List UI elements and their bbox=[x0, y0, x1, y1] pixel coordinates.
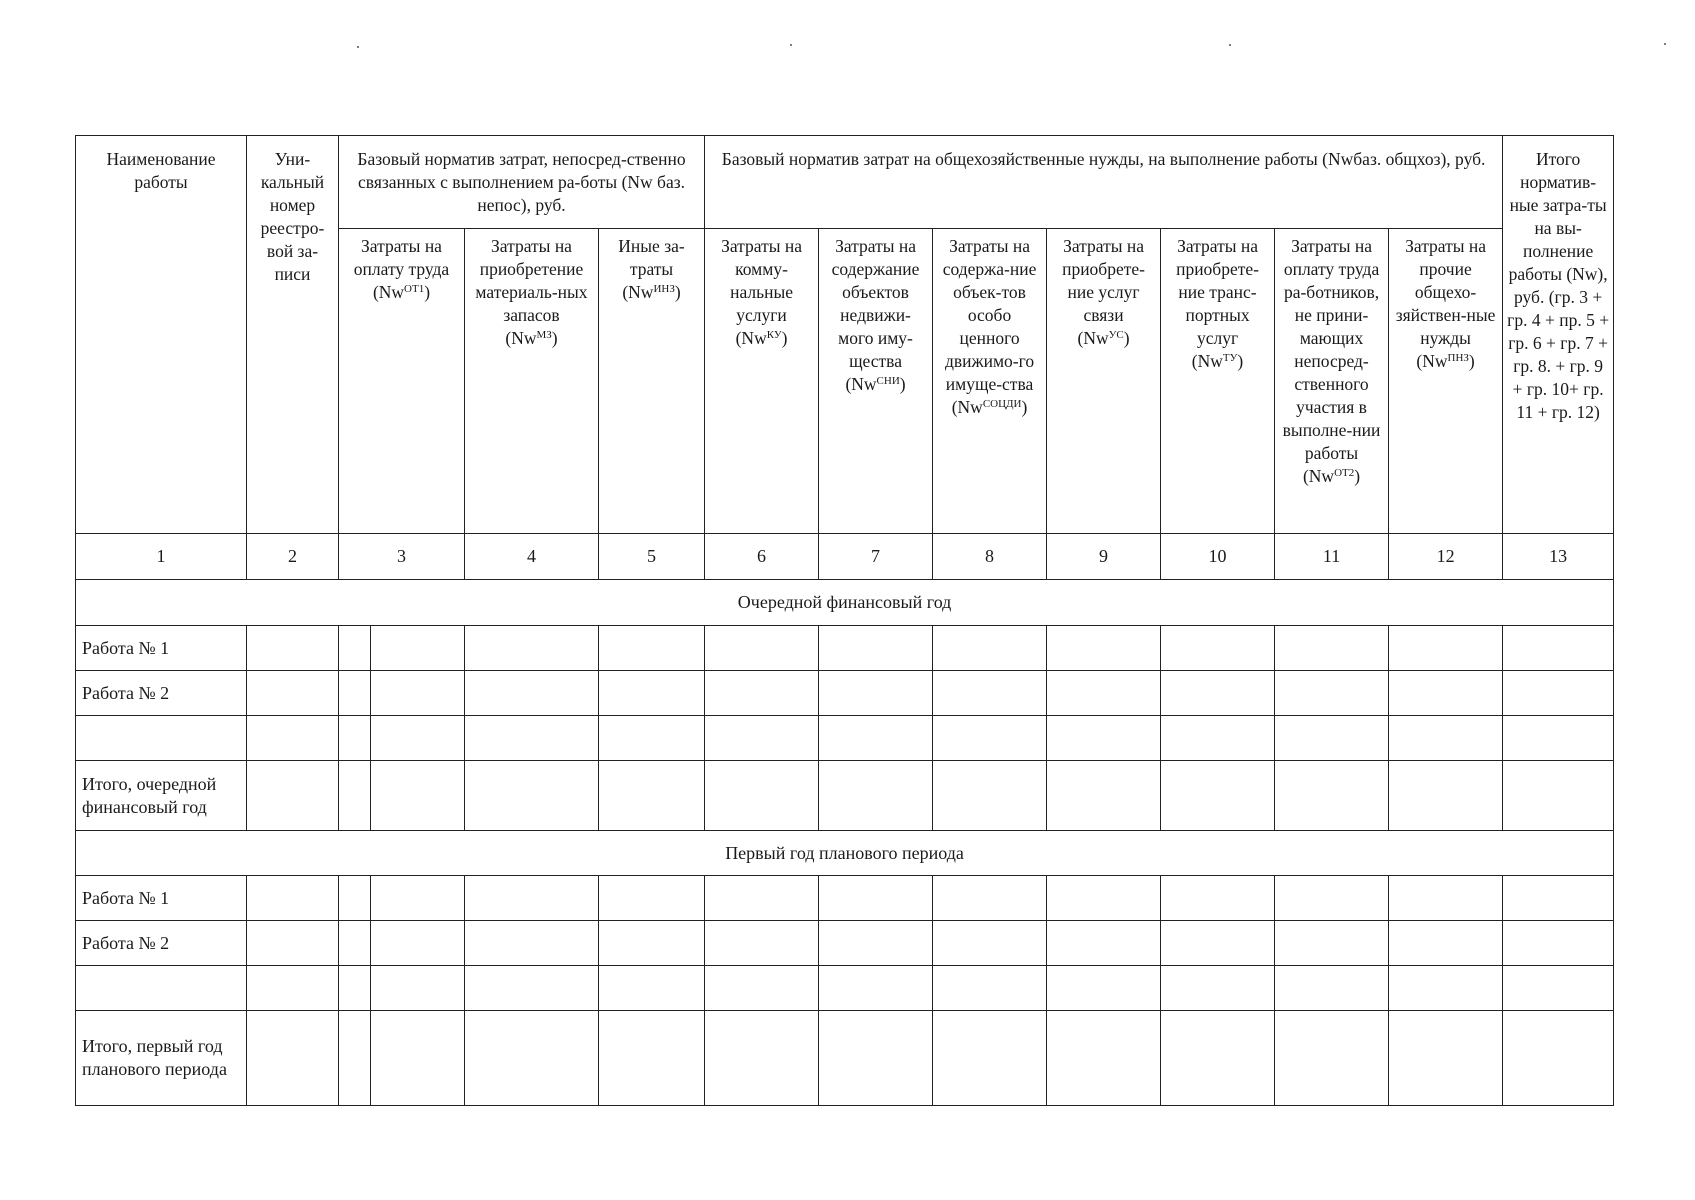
header-work-name bbox=[76, 136, 247, 534]
header-col-11-symbol: (Nw bbox=[1302, 466, 1335, 486]
header-col-6-sup: КУ bbox=[766, 329, 782, 341]
row-label: Работа № 2 bbox=[76, 921, 247, 966]
data-cell[interactable] bbox=[1047, 761, 1161, 831]
row-label: Итого, очередной финансовый год bbox=[76, 761, 247, 831]
data-cell[interactable] bbox=[339, 1011, 371, 1106]
data-cell[interactable] bbox=[465, 1011, 599, 1106]
data-cell[interactable] bbox=[465, 761, 599, 831]
data-cell[interactable] bbox=[1275, 1011, 1389, 1106]
table-row bbox=[76, 876, 1614, 921]
header-col-6 bbox=[705, 229, 819, 534]
column-number: 3 bbox=[339, 534, 465, 580]
header-col-7-label: Затраты на содержание объектов недвижи-мого иму-щества bbox=[831, 236, 920, 371]
header-col-4-close: ) bbox=[551, 328, 558, 348]
data-cell[interactable] bbox=[1047, 966, 1161, 1011]
data-cell[interactable] bbox=[1161, 966, 1275, 1011]
data-cell[interactable] bbox=[1161, 671, 1275, 716]
header-col-3-label: Затраты на оплату труда bbox=[353, 236, 450, 279]
header-general-costs-label: Базовый норматив затрат на общехозяйственные нужды, на выполнение работы (Nwбаз. общхоз), руб. bbox=[721, 149, 1486, 169]
data-cell[interactable] bbox=[465, 626, 599, 671]
data-cell[interactable] bbox=[371, 921, 465, 966]
scan-speck bbox=[790, 44, 792, 46]
data-cell[interactable] bbox=[599, 876, 705, 921]
header-col-7 bbox=[819, 229, 933, 534]
header-col-6-label: Затраты на комму-нальные услуги bbox=[721, 236, 802, 325]
header-col-12 bbox=[1389, 229, 1503, 534]
data-cell[interactable] bbox=[371, 1011, 465, 1106]
data-cell[interactable] bbox=[1503, 966, 1614, 1011]
data-cell[interactable] bbox=[1047, 671, 1161, 716]
header-col-11-sup: ОТ2 bbox=[1334, 467, 1355, 479]
header-registry-number-label: Уни-кальный номер реестро-вой за-писи bbox=[260, 149, 325, 284]
column-number: 1 bbox=[76, 534, 247, 580]
column-number: 4 bbox=[465, 534, 599, 580]
data-cell[interactable] bbox=[247, 626, 339, 671]
header-col-10-label: Затраты на приобрете-ние транс-портных услуг bbox=[1176, 236, 1259, 348]
table-row bbox=[76, 671, 1614, 716]
data-cell[interactable] bbox=[339, 626, 371, 671]
header-col-10-sup: ТУ bbox=[1222, 352, 1238, 364]
header-col-8-label: Затраты на содержа-ние объек-тов особо ценного движимо-го имуще-ства bbox=[942, 236, 1037, 394]
scan-speck bbox=[1229, 44, 1231, 46]
column-number: 2 bbox=[247, 534, 339, 580]
data-cell[interactable] bbox=[465, 716, 599, 761]
data-cell[interactable] bbox=[247, 671, 339, 716]
header-col-12-close: ) bbox=[1468, 351, 1475, 371]
data-cell[interactable] bbox=[247, 716, 339, 761]
section-title: Очередной финансовый год bbox=[76, 580, 1614, 626]
header-general-costs-group bbox=[705, 136, 1503, 229]
header-col-3-close: ) bbox=[424, 282, 431, 302]
section-title: Первый год планового периода bbox=[76, 831, 1614, 876]
row-label: Работа № 1 bbox=[76, 626, 247, 671]
column-number: 8 bbox=[933, 534, 1047, 580]
data-cell[interactable] bbox=[1275, 966, 1389, 1011]
section-row bbox=[76, 580, 1614, 626]
header-col-3-symbol: (Nw bbox=[372, 282, 405, 302]
data-cell[interactable] bbox=[933, 1011, 1047, 1106]
header-col-8 bbox=[933, 229, 1047, 534]
scan-speck bbox=[1664, 43, 1666, 45]
header-col-3-sup: ОТ1 bbox=[404, 283, 425, 295]
data-cell[interactable] bbox=[819, 671, 933, 716]
data-cell[interactable] bbox=[1047, 626, 1161, 671]
data-cell[interactable] bbox=[371, 876, 465, 921]
data-cell[interactable] bbox=[1389, 671, 1503, 716]
table-row bbox=[76, 716, 1614, 761]
header-col-5 bbox=[599, 229, 705, 534]
header-col-6-close: ) bbox=[781, 328, 788, 348]
header-col-4-label: Затраты на приобретение материаль-ных запасов bbox=[475, 236, 588, 325]
data-cell[interactable] bbox=[1161, 761, 1275, 831]
column-number: 9 bbox=[1047, 534, 1161, 580]
data-cell[interactable] bbox=[465, 671, 599, 716]
data-cell[interactable] bbox=[1389, 761, 1503, 831]
data-cell[interactable] bbox=[465, 876, 599, 921]
column-number: 12 bbox=[1389, 534, 1503, 580]
data-cell[interactable] bbox=[599, 716, 705, 761]
data-cell[interactable] bbox=[465, 966, 599, 1011]
header-work-name-label: Наименование работы bbox=[106, 149, 216, 192]
table-row bbox=[76, 966, 1614, 1011]
data-cell[interactable] bbox=[1503, 761, 1614, 831]
data-cell[interactable] bbox=[1047, 921, 1161, 966]
data-cell[interactable] bbox=[247, 876, 339, 921]
data-cell[interactable] bbox=[339, 921, 371, 966]
data-cell[interactable] bbox=[1047, 1011, 1161, 1106]
header-col-9-sup: УС bbox=[1108, 329, 1124, 341]
header-col-8-symbol: (Nw bbox=[951, 397, 983, 417]
data-cell[interactable] bbox=[705, 716, 819, 761]
data-cell[interactable] bbox=[705, 966, 819, 1011]
header-col-7-close: ) bbox=[899, 374, 906, 394]
column-number: 5 bbox=[599, 534, 705, 580]
header-direct-costs-group bbox=[339, 136, 705, 229]
data-cell[interactable] bbox=[247, 921, 339, 966]
data-cell[interactable] bbox=[1389, 1011, 1503, 1106]
row-label bbox=[76, 966, 247, 1011]
data-cell[interactable] bbox=[339, 761, 371, 831]
column-numbers-row bbox=[76, 534, 1614, 580]
data-cell[interactable] bbox=[933, 966, 1047, 1011]
data-cell[interactable] bbox=[1503, 671, 1614, 716]
header-col-7-symbol: (Nw bbox=[845, 374, 877, 394]
row-label bbox=[76, 716, 247, 761]
header-col-10-close: ) bbox=[1237, 351, 1244, 371]
column-number: 11 bbox=[1275, 534, 1389, 580]
total-row bbox=[76, 1011, 1614, 1106]
data-cell[interactable] bbox=[1161, 626, 1275, 671]
data-cell[interactable] bbox=[247, 966, 339, 1011]
header-col-9-label: Затраты на приобрете-ние услуг связи bbox=[1062, 236, 1145, 325]
data-cell[interactable] bbox=[371, 761, 465, 831]
data-cell[interactable] bbox=[933, 921, 1047, 966]
header-total-costs bbox=[1503, 136, 1614, 534]
header-col-8-close: ) bbox=[1021, 397, 1028, 417]
row-label: Работа № 2 bbox=[76, 671, 247, 716]
data-cell[interactable] bbox=[339, 876, 371, 921]
column-number: 13 bbox=[1503, 534, 1614, 580]
data-cell[interactable] bbox=[1161, 716, 1275, 761]
data-cell[interactable] bbox=[933, 761, 1047, 831]
data-cell[interactable] bbox=[819, 876, 933, 921]
data-cell[interactable] bbox=[599, 761, 705, 831]
data-cell[interactable] bbox=[247, 761, 339, 831]
data-cell[interactable] bbox=[819, 761, 933, 831]
cost-standards-table bbox=[75, 135, 1614, 1106]
data-cell[interactable] bbox=[1275, 671, 1389, 716]
data-cell[interactable] bbox=[371, 716, 465, 761]
data-cell[interactable] bbox=[705, 761, 819, 831]
header-col-12-symbol: (Nw bbox=[1416, 351, 1448, 371]
data-cell[interactable] bbox=[1389, 921, 1503, 966]
header-col-9-close: ) bbox=[1123, 328, 1130, 348]
row-label: Работа № 1 bbox=[76, 876, 247, 921]
header-col-10 bbox=[1161, 229, 1275, 534]
header-col-5-sup: ИНЗ bbox=[653, 283, 675, 295]
data-cell[interactable] bbox=[371, 966, 465, 1011]
header-col-12-sup: ПНЗ bbox=[1447, 352, 1469, 364]
data-cell[interactable] bbox=[599, 626, 705, 671]
data-cell[interactable] bbox=[1503, 921, 1614, 966]
data-cell[interactable] bbox=[599, 966, 705, 1011]
data-cell[interactable] bbox=[819, 716, 933, 761]
data-cell[interactable] bbox=[819, 921, 933, 966]
header-row-groups bbox=[76, 136, 1614, 229]
data-cell[interactable] bbox=[819, 1011, 933, 1106]
header-col-5-symbol: (Nw bbox=[622, 282, 654, 302]
header-col-11-close: ) bbox=[1354, 466, 1361, 486]
data-cell[interactable] bbox=[371, 671, 465, 716]
header-total-costs-label: Итого норматив-ные затра-ты на вы-полнение работы (Nw), руб. (гр. 3 + гр. 4 + пр. 5 + гр. 6 + гр. 7 + гр. 8. + гр. 9 + гр. 10+ гр. 11 + гр. 12) bbox=[1507, 149, 1610, 422]
data-cell[interactable] bbox=[933, 716, 1047, 761]
data-cell[interactable] bbox=[465, 921, 599, 966]
data-cell[interactable] bbox=[933, 876, 1047, 921]
data-cell[interactable] bbox=[1275, 921, 1389, 966]
data-cell[interactable] bbox=[1161, 921, 1275, 966]
header-registry-number bbox=[247, 136, 339, 534]
data-cell[interactable] bbox=[1503, 626, 1614, 671]
data-cell[interactable] bbox=[339, 671, 371, 716]
data-cell[interactable] bbox=[599, 921, 705, 966]
data-cell[interactable] bbox=[705, 626, 819, 671]
data-cell[interactable] bbox=[1503, 1011, 1614, 1106]
data-cell[interactable] bbox=[1503, 876, 1614, 921]
total-row bbox=[76, 761, 1614, 831]
data-cell[interactable] bbox=[599, 1011, 705, 1106]
data-cell[interactable] bbox=[1161, 876, 1275, 921]
header-col-10-symbol: (Nw bbox=[1191, 351, 1223, 371]
header-col-8-sup: СОЦДИ bbox=[982, 398, 1022, 410]
data-cell[interactable] bbox=[705, 1011, 819, 1106]
data-cell[interactable] bbox=[1047, 876, 1161, 921]
data-cell[interactable] bbox=[1389, 626, 1503, 671]
header-col-3 bbox=[339, 229, 465, 534]
column-number: 10 bbox=[1161, 534, 1275, 580]
column-number: 7 bbox=[819, 534, 933, 580]
data-cell[interactable] bbox=[371, 626, 465, 671]
data-cell[interactable] bbox=[1275, 716, 1389, 761]
table-row bbox=[76, 626, 1614, 671]
data-cell[interactable] bbox=[705, 921, 819, 966]
header-col-5-label: Иные за-траты bbox=[618, 236, 685, 279]
data-cell[interactable] bbox=[705, 876, 819, 921]
data-cell[interactable] bbox=[819, 626, 933, 671]
data-cell[interactable] bbox=[1161, 1011, 1275, 1106]
scan-speck bbox=[357, 46, 359, 48]
data-cell[interactable] bbox=[1389, 876, 1503, 921]
data-cell[interactable] bbox=[705, 671, 819, 716]
header-col-11-label: Затраты на оплату труда ра-ботников, не прини-мающих непосред-ственного участия в выполне-нии работы bbox=[1282, 236, 1381, 463]
data-cell[interactable] bbox=[1389, 966, 1503, 1011]
header-col-5-close: ) bbox=[674, 282, 681, 302]
data-cell[interactable] bbox=[933, 626, 1047, 671]
data-cell[interactable] bbox=[599, 671, 705, 716]
header-direct-costs-label: Базовый норматив затрат, непосред-ственно связанных с выполнением ра-боты (Nw баз. непос), руб. bbox=[357, 149, 686, 215]
row-label: Итого, первый год планового периода bbox=[76, 1011, 247, 1106]
table-row bbox=[76, 921, 1614, 966]
data-cell[interactable] bbox=[1275, 761, 1389, 831]
data-cell[interactable] bbox=[1275, 876, 1389, 921]
header-col-12-label: Затраты на прочие общехо-зяйствен-ные нужды bbox=[1395, 236, 1496, 348]
data-cell[interactable] bbox=[1275, 626, 1389, 671]
header-col-6-symbol: (Nw bbox=[735, 328, 767, 348]
header-col-4 bbox=[465, 229, 599, 534]
data-cell[interactable] bbox=[1047, 716, 1161, 761]
data-cell[interactable] bbox=[247, 1011, 339, 1106]
data-cell[interactable] bbox=[339, 966, 371, 1011]
data-cell[interactable] bbox=[339, 716, 371, 761]
header-col-7-sup: СНИ bbox=[876, 375, 900, 387]
header-col-9 bbox=[1047, 229, 1161, 534]
header-col-9-symbol: (Nw bbox=[1077, 328, 1109, 348]
header-col-4-symbol: (Nw bbox=[505, 328, 537, 348]
data-cell[interactable] bbox=[933, 671, 1047, 716]
column-number: 6 bbox=[705, 534, 819, 580]
data-cell[interactable] bbox=[1389, 716, 1503, 761]
data-cell[interactable] bbox=[1503, 716, 1614, 761]
header-col-11 bbox=[1275, 229, 1389, 534]
header-col-4-sup: МЗ bbox=[536, 329, 552, 341]
data-cell[interactable] bbox=[819, 966, 933, 1011]
section-row bbox=[76, 831, 1614, 876]
